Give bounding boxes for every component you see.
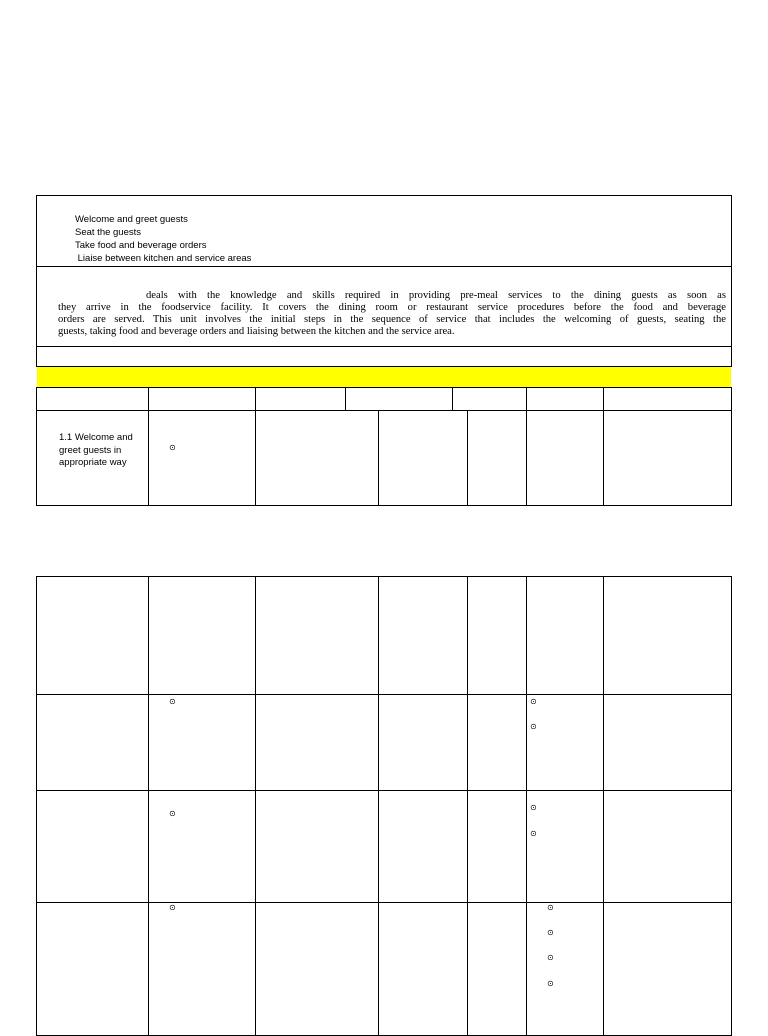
bullet-icon: ⊙ xyxy=(530,722,537,731)
bullet-icon: ⊙ xyxy=(169,443,176,452)
bullet-icon: ⊙ xyxy=(547,903,554,912)
learning-outcomes-list xyxy=(75,213,251,265)
criteria-line: greet guests in xyxy=(59,444,122,456)
learning-outcome-item: Take food and beverage orders xyxy=(75,240,207,251)
competency-table-2 xyxy=(36,576,732,1036)
column-divider xyxy=(378,576,379,1036)
header-column-divider xyxy=(255,387,256,411)
bullet-icon: ⊙ xyxy=(530,829,537,838)
bullet-icon: ⊙ xyxy=(530,697,537,706)
bullet-icon: ⊙ xyxy=(169,809,176,818)
column-divider xyxy=(255,410,256,506)
column-divider xyxy=(148,410,149,506)
learning-outcome-item: Seat the guests xyxy=(75,227,142,238)
unit-description xyxy=(58,290,726,338)
description-line: guests, taking food and beverage orders and liaising between the kitchen and the service area. xyxy=(58,326,455,337)
table-border xyxy=(36,366,732,367)
header-column-divider xyxy=(526,387,527,411)
bullet-icon: ⊙ xyxy=(169,697,176,706)
learning-outcome-item: Liaise between kitchen and service areas xyxy=(75,253,252,264)
highlight-bar xyxy=(37,367,731,387)
bullet-icon: ⊙ xyxy=(169,903,176,912)
column-divider xyxy=(603,576,604,1036)
table-row-divider xyxy=(36,694,732,695)
table-row-divider xyxy=(36,410,732,411)
outline-divider xyxy=(36,346,732,347)
header-column-divider xyxy=(603,387,604,411)
criteria-line: 1.1 Welcome and xyxy=(59,432,133,443)
outline-divider xyxy=(36,266,732,267)
bullet-icon: ⊙ xyxy=(547,979,554,988)
column-divider xyxy=(255,576,256,1036)
bullet-icon: ⊙ xyxy=(547,953,554,962)
description-line: deals with the knowledge and skills required in providing pre-meal services to the dining guests as soon as xyxy=(146,290,726,301)
table-row-divider xyxy=(36,902,732,903)
bullet-icon: ⊙ xyxy=(547,928,554,937)
column-divider xyxy=(526,576,527,1036)
column-divider xyxy=(148,576,149,1036)
header-column-divider xyxy=(452,387,453,411)
column-divider xyxy=(378,410,379,506)
header-column-divider xyxy=(345,387,346,411)
bullet-icon: ⊙ xyxy=(530,803,537,812)
description-line: they arrive in the foodservice facility. It covers the dining room or restaurant service procedures before the food and beverage xyxy=(58,302,726,313)
criteria-line: appropriate way xyxy=(59,457,127,468)
learning-outcome-item: Welcome and greet guests xyxy=(75,214,188,225)
column-divider xyxy=(467,410,468,506)
performance-criteria-cell xyxy=(59,432,145,470)
table-row-divider xyxy=(36,790,732,791)
header-column-divider xyxy=(148,387,149,411)
column-divider xyxy=(603,410,604,506)
description-line: orders are served. This unit involves the initial steps in the sequence of service that includes the welcoming of guests, seating the xyxy=(58,314,726,325)
column-divider xyxy=(526,410,527,506)
column-divider xyxy=(467,576,468,1036)
